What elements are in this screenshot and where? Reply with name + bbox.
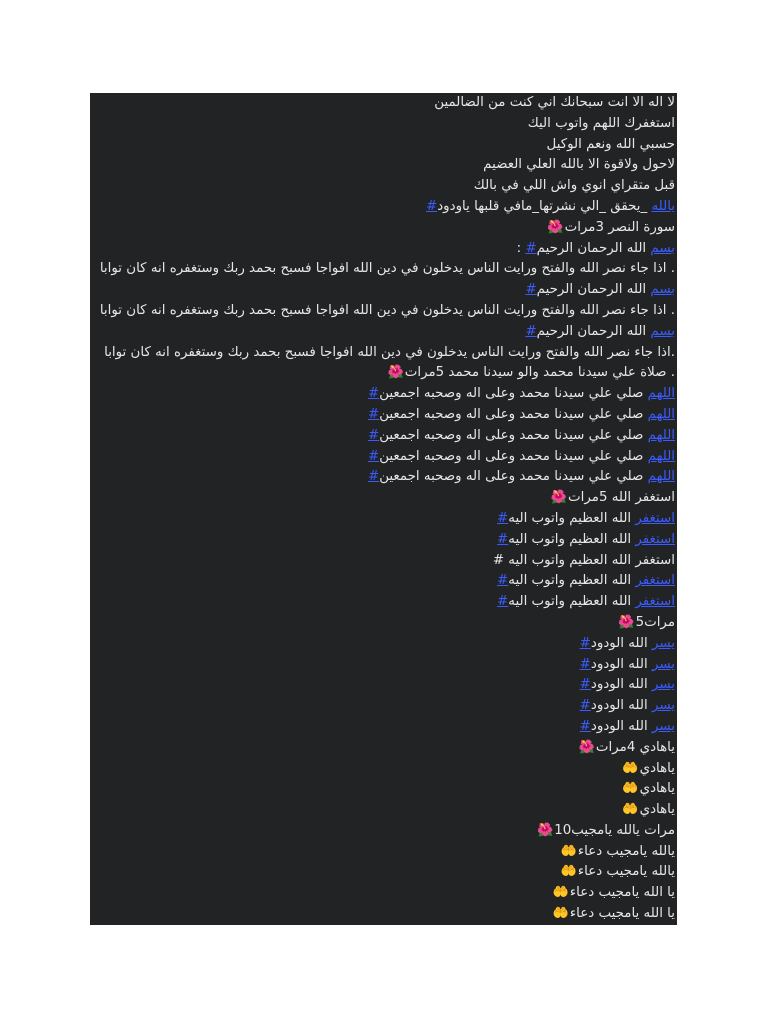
text-line: [90, 904, 677, 925]
text-line: [90, 343, 677, 364]
text-line: [90, 488, 677, 509]
hash-link[interactable]: #: [367, 448, 380, 464]
hash-link[interactable]: #: [525, 240, 537, 256]
hibiscus-flower-icon: 🌺: [537, 822, 554, 838]
hashtag-link[interactable]: اللهم: [647, 386, 675, 402]
hashtag-link[interactable]: يسر: [651, 677, 675, 693]
hashtag-link[interactable]: اللهم: [647, 448, 675, 464]
hash-link[interactable]: #: [579, 677, 591, 693]
line-text: الله الرحمان الرحيم: [536, 240, 647, 256]
line-text: الله العظيم واتوب اليه: [508, 510, 632, 526]
line-text: صلي علي سيدنا محمد وعلى اله وصحبه اجمعين: [379, 406, 644, 422]
hibiscus-flower-icon: 🌺: [550, 490, 568, 506]
line-text: . صلاة علي سيدنا محمد والو سيدنا محمد 5مرات: [404, 365, 675, 381]
text-line: [90, 634, 677, 655]
text-line: [90, 93, 677, 114]
text-line: [90, 363, 677, 384]
line-text: لاحول ولاقوة الا بالله العلي العضيم: [483, 157, 675, 173]
line-text: ياهادي 4مرات: [595, 739, 675, 755]
line-text: يا الله يامجيب دعاء: [569, 885, 675, 901]
text-line: [90, 405, 677, 426]
text-line: [90, 197, 677, 218]
text-line: [90, 301, 677, 322]
line-text: الله الودود: [590, 718, 648, 734]
hash-link[interactable]: #: [425, 198, 438, 214]
text-line: [90, 447, 677, 468]
text-line: [90, 218, 677, 239]
hashtag-link[interactable]: اللهم: [647, 406, 675, 422]
line-text: ياهادي: [639, 802, 675, 818]
hash-link[interactable]: #: [367, 469, 380, 485]
hashtag-link[interactable]: بسم: [650, 282, 675, 298]
text-line: [90, 862, 677, 883]
hashtag-link[interactable]: اللهم: [647, 469, 675, 485]
line-text: الله الودود: [590, 656, 648, 672]
hashtag-link[interactable]: يسر: [651, 698, 675, 714]
text-line: [90, 821, 677, 842]
line-text: حسبي الله ونعم الوكيل: [546, 136, 675, 152]
text-line: [90, 696, 677, 717]
hash-link[interactable]: #: [579, 718, 591, 734]
text-line: [90, 592, 677, 613]
hash-link[interactable]: #: [579, 656, 591, 672]
hibiscus-flower-icon: 🌺: [547, 219, 564, 235]
line-text: الله العظيم واتوب اليه: [508, 573, 632, 589]
hashtag-link[interactable]: اللهم: [647, 427, 675, 443]
hashtag-link[interactable]: يسر: [651, 635, 675, 651]
hash-link[interactable]: #: [579, 635, 591, 651]
raised-hands-icon: 🤲: [552, 906, 569, 922]
text-line: [90, 759, 677, 780]
text-line: [90, 509, 677, 530]
line-text: _يحقق _الي نشرتها_مافي قلبها ياودود: [437, 198, 648, 214]
line-text: صلي علي سيدنا محمد وعلى اله وصحبه اجمعين: [379, 469, 644, 485]
hash-link[interactable]: #: [367, 406, 380, 422]
hashtag-link[interactable]: بسم: [650, 240, 675, 256]
hashtag-link[interactable]: استغفر: [635, 531, 675, 547]
line-text: الله الرحمان الرحيم: [536, 282, 647, 298]
hashtag-link[interactable]: يسر: [651, 718, 675, 734]
text-line: [90, 571, 677, 592]
line-text: الله العظيم واتوب اليه: [508, 594, 632, 610]
text-line: [90, 384, 677, 405]
line-text: قبل متقراي انوي واش اللي في بالك: [473, 178, 675, 194]
text-line: [90, 467, 677, 488]
line-text: الله الرحمان الرحيم: [536, 323, 647, 339]
line-suffix: :: [516, 240, 526, 256]
line-text: . اذا جاء نصر الله والفتح ورايت الناس يدخلون في دين الله افواجا فسبح بحمد ربك وستغفره انه كان توابا: [99, 261, 675, 277]
hash-link[interactable]: #: [497, 531, 509, 547]
hibiscus-flower-icon: 🌺: [578, 739, 595, 755]
line-text: استغفرك اللهم واتوب اليك: [527, 115, 675, 131]
line-text: صلي علي سيدنا محمد وعلى اله وصحبه اجمعين: [379, 448, 644, 464]
hashtag-link[interactable]: استغفر: [635, 510, 675, 526]
text-line: [90, 259, 677, 280]
text-line: [90, 883, 677, 904]
hibiscus-flower-icon: 🌺: [387, 365, 404, 381]
text-line: [90, 613, 677, 634]
hashtag-link[interactable]: استغفر: [635, 573, 675, 589]
text-line: [90, 655, 677, 676]
hibiscus-flower-icon: 🌺: [618, 614, 635, 630]
line-text: صلي علي سيدنا محمد وعلى اله وصحبه اجمعين: [379, 386, 644, 402]
text-line: [90, 551, 677, 572]
message-lines: [90, 93, 677, 925]
line-text: استغفر الله العظيم واتوب اليه #: [492, 552, 675, 568]
raised-hands-icon: 🤲: [560, 864, 577, 880]
text-line: [90, 738, 677, 759]
hashtag-link[interactable]: بسم: [650, 323, 675, 339]
raised-hands-icon: 🤲: [622, 802, 639, 818]
line-text: مرات5: [635, 614, 675, 630]
line-text: ياهادي: [639, 781, 675, 797]
text-line: [90, 800, 677, 821]
text-line: [90, 717, 677, 738]
line-text: يا الله يامجيب دعاء: [569, 906, 675, 922]
line-text: . اذا جاء نصر الله والفتح ورايت الناس يدخلون في دين الله افواجا فسبح بحمد ربك وستغفره انه كان توابا: [99, 302, 675, 318]
line-text: الله الودود: [590, 635, 648, 651]
hash-link[interactable]: #: [367, 386, 380, 402]
raised-hands-icon: 🤲: [560, 843, 577, 859]
line-text: الله العظيم واتوب اليه: [508, 531, 632, 547]
line-text: صلي علي سيدنا محمد وعلى اله وصحبه اجمعين: [379, 427, 644, 443]
text-line: [90, 530, 677, 551]
text-line: [90, 675, 677, 696]
text-line: [90, 135, 677, 156]
hash-link[interactable]: #: [525, 323, 537, 339]
text-line: [90, 426, 677, 447]
hash-link[interactable]: #: [497, 510, 509, 526]
line-text: يالله يامجيب دعاء: [577, 843, 675, 859]
hash-link[interactable]: #: [497, 573, 509, 589]
message-panel: [90, 93, 677, 925]
raised-hands-icon: 🤲: [622, 781, 639, 797]
text-line: [90, 842, 677, 863]
text-line: [90, 176, 677, 197]
line-text: مرات يالله يامجيب10: [554, 822, 675, 838]
hash-link[interactable]: #: [497, 594, 509, 610]
text-line: [90, 322, 677, 343]
text-line: [90, 239, 677, 260]
text-line: [90, 114, 677, 135]
hashtag-link[interactable]: يالله: [651, 198, 675, 214]
text-line: [90, 779, 677, 800]
line-text: ياهادي: [639, 760, 675, 776]
raised-hands-icon: 🤲: [552, 885, 569, 901]
line-text: الله الودود: [590, 677, 648, 693]
line-text: يالله يامجيب دعاء: [577, 864, 675, 880]
hashtag-link[interactable]: استغفر: [635, 594, 675, 610]
text-line: [90, 280, 677, 301]
line-text: سورة النصر 3مرات: [564, 219, 675, 235]
hashtag-link[interactable]: يسر: [651, 656, 675, 672]
hash-link[interactable]: #: [367, 427, 380, 443]
hash-link[interactable]: #: [579, 698, 591, 714]
text-line: [90, 155, 677, 176]
line-text: الله الودود: [590, 698, 648, 714]
line-text: استغفر الله 5مرات: [568, 490, 675, 506]
raised-hands-icon: 🤲: [622, 760, 639, 776]
line-text: لا اله الا انت سبحانك اني كنت من الضالمين: [434, 95, 675, 110]
line-text: .اذا جاء نصر الله والفتح ورايت الناس يدخلون في دين الله افواجا فسبح بحمد ربك وستغفره انه كان توابا: [104, 344, 675, 360]
hash-link[interactable]: #: [525, 282, 537, 298]
